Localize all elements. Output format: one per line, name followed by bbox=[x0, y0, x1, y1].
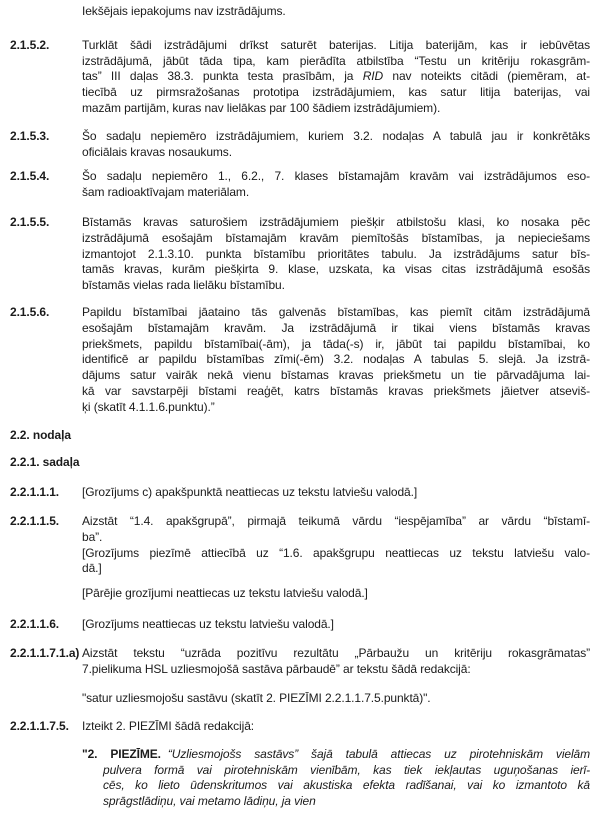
text-segment: nav noteikts citādi (piemēram, at- bbox=[383, 69, 590, 84]
paragraph-2-2-1-1-5 bbox=[10, 514, 600, 577]
text-line bbox=[82, 617, 590, 633]
paragraph-body bbox=[82, 586, 590, 602]
text-segment: dājums satur vairāk nekā vienu bīstamas kravas priekšmetu un tie pārvadājuma lai- bbox=[82, 368, 590, 383]
paragraph-2-2-1-1-1 bbox=[10, 485, 600, 501]
text-segment: "2. PIEZĪME. bbox=[82, 746, 161, 761]
text-segment: tiecībā uz pirmsražošanas prototipa izstrādājumiem, kas satur litija baterijas, vai bbox=[82, 85, 590, 100]
document-content bbox=[10, 4, 600, 810]
text-line bbox=[82, 514, 590, 530]
paragraph-body bbox=[82, 305, 590, 416]
text-segment: RID bbox=[362, 69, 384, 84]
text-line bbox=[82, 561, 590, 577]
text-segment: Aizstāt “1.4. apakšgrupā”, pirmajā teikumā vārdu “iespējamība” ar vārdu “bīstamī- bbox=[82, 513, 590, 528]
paragraph-body bbox=[82, 691, 590, 707]
text-line bbox=[82, 185, 590, 201]
text-segment: ķi (skatīt 4.1.1.6.punktu).” bbox=[82, 399, 215, 414]
paragraph-number: 2.1.5.5. bbox=[10, 214, 50, 229]
text-segment: dā.] bbox=[82, 561, 102, 576]
section-heading-text: 2.2. nodaļa bbox=[10, 427, 71, 442]
text-line bbox=[82, 247, 590, 263]
paragraph-number: 2.1.5.2. bbox=[10, 37, 50, 52]
text-segment: pulvera formā vai pirotehniskām vienībām, kas tiek iekļautas uguņošanas ierī- bbox=[103, 762, 590, 777]
paragraph-body bbox=[82, 129, 590, 161]
paragraph-2-1-5-3 bbox=[10, 129, 600, 161]
text-segment: kā var savstarpēji bīstami reaģēt, katrs bīstamās kravas priekšmets jāietver atseviš- bbox=[82, 383, 590, 398]
text-block bbox=[10, 691, 600, 707]
paragraph-number: 2.2.1.1.7.5. bbox=[10, 719, 69, 734]
text-line bbox=[82, 719, 590, 735]
text-segment: [Pārējie grozījumi neattiecas uz tekstu latviešu valodā.] bbox=[82, 586, 368, 601]
text-line bbox=[82, 278, 590, 294]
text-segment: tamās kravas, kurām piešķirta 9. klase, uzskata, ka visas citas izstrādājumā esošās bbox=[82, 262, 590, 277]
text-segment: Bīstamās kravas saturošiem izstrādājumiem piešķir atbilstošu klasi, ko nosaka pēc bbox=[82, 214, 590, 229]
text-segment: Papildu bīstamībai jāataino tās galvenās bīstamības, kas piemīt citām izstrādājumā bbox=[82, 304, 590, 319]
paragraph-number: 2.1.5.6. bbox=[10, 304, 50, 319]
text-segment: Šo sadaļu nepiemēro 1., 6.2., 7. klases bīstamajām kravām vai izstrādājumos eso- bbox=[82, 169, 590, 184]
text-line bbox=[82, 129, 590, 145]
text-segment: izmantojot 2.1.3.10. punkta bīstamību prioritātes tabulu. Ja izstrādājums satur bīs- bbox=[82, 246, 590, 261]
text-line bbox=[82, 368, 590, 384]
paragraph-body bbox=[82, 4, 590, 20]
text-segment: cēs, ko lieto ūdenskritumos vai akustiska efekta radīšanai, vai ko izmantoto kā bbox=[103, 778, 590, 793]
paragraph-body bbox=[82, 514, 590, 577]
text-segment: [Grozījums piezīmē attiecībā uz “1.6. apakšgrupu neattiecas uz tekstu latviešu valo- bbox=[82, 545, 590, 560]
text-segment: Izteikt 2. PIEZĪMI šādā redakcijā: bbox=[82, 719, 255, 734]
text-line bbox=[82, 485, 590, 501]
paragraph-body bbox=[82, 617, 590, 633]
paragraph-number: 2.2.1.1.7.1.a) bbox=[10, 645, 80, 660]
paragraph-number: 2.1.5.3. bbox=[10, 128, 50, 143]
paragraph-body bbox=[82, 485, 590, 501]
text-segment: bīstamās vielas rada lielāku bīstamību. bbox=[82, 278, 285, 293]
paragraph-2-1-5-2 bbox=[10, 38, 600, 117]
text-line bbox=[82, 231, 590, 247]
text-line bbox=[82, 321, 590, 337]
text-line bbox=[82, 794, 590, 810]
paragraph-number: 2.2.1.1.1. bbox=[10, 485, 60, 500]
paragraph-2-2-1-1-7-5 bbox=[10, 719, 600, 735]
text-line bbox=[82, 400, 590, 416]
paragraph-body bbox=[82, 169, 590, 201]
text-line bbox=[82, 763, 590, 779]
text-block bbox=[10, 747, 600, 810]
text-line bbox=[82, 145, 590, 161]
section-heading-2-2-1-sada-a bbox=[10, 455, 600, 471]
text-segment: "satur uzliesmojošu sastāvu (skatīt 2. PIEZĪMI 2.2.1.1.7.5.punktā)". bbox=[82, 691, 431, 706]
text-line bbox=[82, 54, 590, 70]
text-segment: [Grozījums c) apakšpunktā neattiecas uz tekstu latviešu valodā.] bbox=[82, 485, 418, 500]
text-line bbox=[82, 215, 590, 231]
text-line bbox=[82, 69, 590, 85]
paragraph-body bbox=[82, 215, 590, 294]
text-segment: izstrādājumā, jābūt tāda tipa, kam pierādīta atbilstība “Testu un kritēriju rokasgrām- bbox=[82, 53, 590, 68]
text-line bbox=[82, 337, 590, 353]
text-line bbox=[82, 169, 590, 185]
paragraph-body bbox=[82, 719, 590, 735]
paragraph-number: 2.2.1.1.5. bbox=[10, 513, 60, 528]
text-segment: Turklāt šādi izstrādājumi drīkst saturēt baterijas. Litija baterijām, kas ir iebūvētas bbox=[82, 37, 590, 52]
text-line bbox=[82, 778, 590, 794]
text-segment: šam radioaktīvajam materiālam. bbox=[82, 185, 250, 200]
text-line bbox=[82, 747, 590, 763]
text-segment: 7.pielikuma HSL uzliesmojošā sastāva pārbaudē” ar tekstu šādā redakcijā: bbox=[82, 661, 471, 676]
paragraph-number: 2.1.5.4. bbox=[10, 169, 50, 184]
text-line bbox=[82, 646, 590, 662]
text-segment: sprāgstlādiņu, vai metamo lādiņu, ja vien bbox=[103, 794, 316, 809]
paragraph-2-2-1-1-7-1-a bbox=[10, 646, 600, 678]
text-segment: tas” III daļas 38.3. punkta testa prasībām, ja bbox=[82, 69, 363, 84]
text-line bbox=[82, 662, 590, 678]
text-line bbox=[82, 101, 590, 117]
paragraph-body bbox=[82, 747, 590, 810]
paragraph-2-2-1-1-6 bbox=[10, 617, 600, 633]
text-segment: Iekšējais iepakojums nav izstrādājums. bbox=[82, 4, 286, 18]
text-line bbox=[82, 691, 590, 707]
paragraph-2-1-5-6 bbox=[10, 305, 600, 416]
text-line bbox=[82, 4, 590, 20]
text-segment: mazām partijām, kuras nav lielākas par 100 šādiem izstrādājumiem). bbox=[82, 100, 441, 115]
section-heading-2-2-noda-a bbox=[10, 428, 600, 444]
text-segment: esošajām bīstamajām kravām. Ja izstrādājumā ir tikai viens bīstamās kravas bbox=[82, 320, 590, 335]
text-line bbox=[82, 546, 590, 562]
text-line bbox=[82, 530, 590, 546]
text-segment: identificē ar papildu bīstamības zīmi(-ēm) 3.2. nodaļas A tabulas 5. slejā. Ja izstrā- bbox=[82, 352, 590, 367]
text-segment: izstrādājumā esošajām bīstamajām kravām piemītošās bīstamības, ja nepieciešams bbox=[82, 230, 590, 245]
section-heading-text: 2.2.1. sadaļa bbox=[10, 455, 80, 470]
text-line bbox=[82, 85, 590, 101]
text-line bbox=[82, 384, 590, 400]
text-block bbox=[10, 586, 600, 602]
text-segment: oficiālais kravas nosaukums. bbox=[82, 144, 232, 159]
paragraph-2-1-5-5 bbox=[10, 215, 600, 294]
text-segment: priekšmets, papildu bīstamībai(-ām), ja tāda(-s) ir, jābūt tai papildu bīstamībai, ko bbox=[82, 336, 590, 351]
text-line bbox=[82, 586, 590, 602]
text-segment: ba”. bbox=[82, 529, 103, 544]
text-line bbox=[82, 262, 590, 278]
text-segment: Šo sadaļu nepiemēro izstrādājumiem, kuriem 3.2. nodaļas A tabulā jau ir konkrētāks bbox=[82, 128, 590, 143]
text-segment: “Uzliesmojošs sastāvs” šajā tabulā attiecas uz pirotehniskām vielām bbox=[167, 746, 591, 761]
paragraph-body bbox=[82, 38, 590, 117]
text-segment: [Grozījums neattiecas uz tekstu latviešu valodā.] bbox=[82, 616, 334, 631]
text-block bbox=[10, 4, 600, 20]
text-line bbox=[82, 305, 590, 321]
text-line bbox=[82, 352, 590, 368]
paragraph-2-1-5-4 bbox=[10, 169, 600, 201]
text-line bbox=[82, 38, 590, 54]
text-segment: Aizstāt tekstu “uzrāda pozitīvu rezultātu „Pārbaužu un kritēriju rokasgrāmatas” bbox=[82, 645, 590, 660]
paragraph-number: 2.2.1.1.6. bbox=[10, 616, 60, 631]
paragraph-body bbox=[82, 646, 590, 678]
